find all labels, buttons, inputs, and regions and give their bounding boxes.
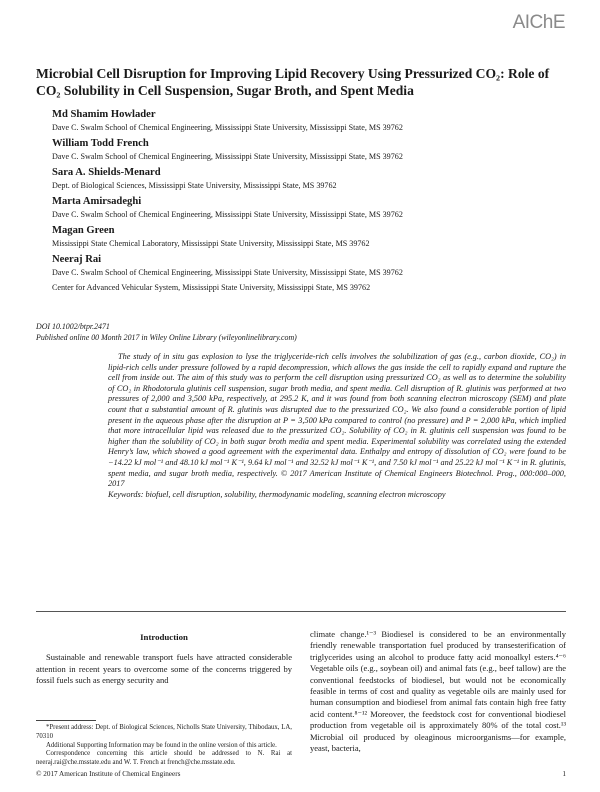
author-affiliation: Dave C. Swalm School of Chemical Engineering, Mississippi State University, Mississippi State, MS 39762 <box>52 268 403 277</box>
page-footer <box>36 770 566 778</box>
section-heading: Introduction <box>140 632 188 642</box>
author-name: Magan Green <box>52 225 115 236</box>
author-entry <box>52 195 572 220</box>
right-column <box>310 629 566 754</box>
copyright: © 2017 American Institute of Chemical Engineers <box>36 770 181 778</box>
keywords: Keywords: biofuel, cell disruption, solubility, thermodynamic modeling, scanning electron microscopy <box>108 489 446 499</box>
publication-info <box>36 322 297 343</box>
author-list <box>52 108 572 293</box>
author-affiliation: Mississippi State Chemical Laboratory, Mississippi State University, Mississippi State, MS 39762 <box>52 239 370 248</box>
author-entry <box>52 137 572 162</box>
section-divider <box>36 611 566 612</box>
abstract <box>108 352 566 500</box>
footnotes <box>36 720 292 768</box>
published-date: Published online 00 Month 2017 in Wiley Online Library (wileyonlinelibrary.com) <box>36 332 297 342</box>
doi-link[interactable]: DOI 10.1002/btpr.2471 <box>36 322 110 331</box>
author-affiliation: Dave C. Swalm School of Chemical Engineering, Mississippi State University, Mississippi State, MS 39762 <box>52 123 403 132</box>
journal-logo: AIChE <box>512 12 565 33</box>
author-name: Md Shamim Howlader <box>52 109 156 120</box>
author-entry <box>52 108 572 133</box>
author-name: William Todd French <box>52 138 149 149</box>
author-entry <box>52 224 572 249</box>
body-paragraph: Sustainable and renewable transport fuels have attracted considerable attention in recent years to overcome some of the concerns triggered by fossil fuels such as energy security and <box>36 652 292 686</box>
extra-affiliation: Center for Advanced Vehicular System, Mississippi State University, Mississippi State, MS 39762 <box>52 283 371 292</box>
page-number: 1 <box>562 770 566 778</box>
footnote: Correspondence concerning this article should be addressed to N. Rai at neeraj.rai@che.msstate.edu and W. T. French at french@che.msstate.edu. <box>36 750 292 767</box>
paper-title: Microbial Cell Disruption for Improving Lipid Recovery Using Pressurized CO₂: Role of CO₂ Solubility in Cell Suspension, Sugar Broth, and Spent Media <box>36 66 550 98</box>
author-entry <box>52 166 572 191</box>
author-affiliation: Dave C. Swalm School of Chemical Engineering, Mississippi State University, Mississippi State, MS 39762 <box>52 210 403 219</box>
body-paragraph: climate change.¹⁻³ Biodiesel is considered to be an environmentally friendly renewable transportation fuel produced by transesterification of triglycerides using an alcohol to produce fatty acid monoalkyl esters.⁴⁻⁶ Vegetable oils (e.g., soybean oil) and animal fats (e.g., beef tallow) are the conventional feedstocks of biodiesel, but would not be economically feasible in terms of cost and quality as vegetable oils are mainly used for human consumption and biodiesel from animal fats contain high free fatty acid content.⁸⁻¹² Moreover, the feedstock cost for conventional biodiesel production from vegetable oil is approximately 80% of the total cost.¹³ Microbial oil produced by oleaginous microorganisms—for example, yeast, bacteria, <box>310 629 566 754</box>
author-name: Sara A. Shields-Menard <box>52 167 161 178</box>
footnote-separator <box>36 720 96 721</box>
footnote: *Present address: Dept. of Biological Sciences, Nicholls State University, Thibodaux, LA, 70310 <box>36 724 292 740</box>
author-name: Marta Amirsadeghi <box>52 196 142 207</box>
author-name: Neeraj Rai <box>52 254 102 265</box>
author-affiliation: Dave C. Swalm School of Chemical Engineering, Mississippi State University, Mississippi State, MS 39762 <box>52 152 403 161</box>
abstract-text: The study of in situ gas explosion to lyse the triglyceride-rich cells involves the solubilization of gas (e.g., carbon dioxide, CO₂) in lipid-rich cells under pressure followed by a rapid decompression, which allows the gas inside the cell to rapidly expand and rupture the cell from inside out. The aim of this study was to perform the cell disruption using pressurized CO₂ as well as to determine the solubility of CO₂ in Rhodotorula glutinis cell suspension, sugar broth media, and spent media. Cell disruption of R. glutinis was performed at two pressures of 2,000 and 3,500 kPa, respectively, at 295.2 K, and it was found from both scanning electron microscopy (SEM) and plate count that a substantial amount of R. glutinis was disrupted due to the pressurized CO₂. We also found a considerable portion of lipid present in the aqueous phase after the disruption at P = 3,500 kPa compared to control (no pressure) and P = 2,000 kPa, which implied that more intracellular lipid was released due to the pressurized CO₂. Solubility of CO₂ in R. glutinis cell suspension was found to be higher than the solubility of CO₂ in both sugar broth media and spent media. Experimental solubility was correlated using the extended Henry’s law, which showed a good agreement with the experimental data. Enthalpy and entropy of dissolution of CO₂ were found to be −14.22 kJ mol⁻¹ and 48.10 kJ mol⁻¹ K⁻¹, 9.64 kJ mol⁻¹ and 32.52 kJ mol⁻¹ K⁻¹, and 7.50 kJ mol⁻¹ and 25.22 kJ mol⁻¹ K⁻¹ in R. glutinis, spent media, and sugar broth media, respectively. © 2017 American Institute of Chemical Engineers Biotechnol. Prog., 000:000–000, 2017 <box>108 352 566 489</box>
left-column <box>36 632 292 687</box>
author-entry <box>52 253 572 278</box>
footnote: Additional Supporting Information may be found in the online version of this article. <box>46 741 277 749</box>
author-affiliation: Dept. of Biological Sciences, Mississippi State University, Mississippi State, MS 39762 <box>52 181 337 190</box>
